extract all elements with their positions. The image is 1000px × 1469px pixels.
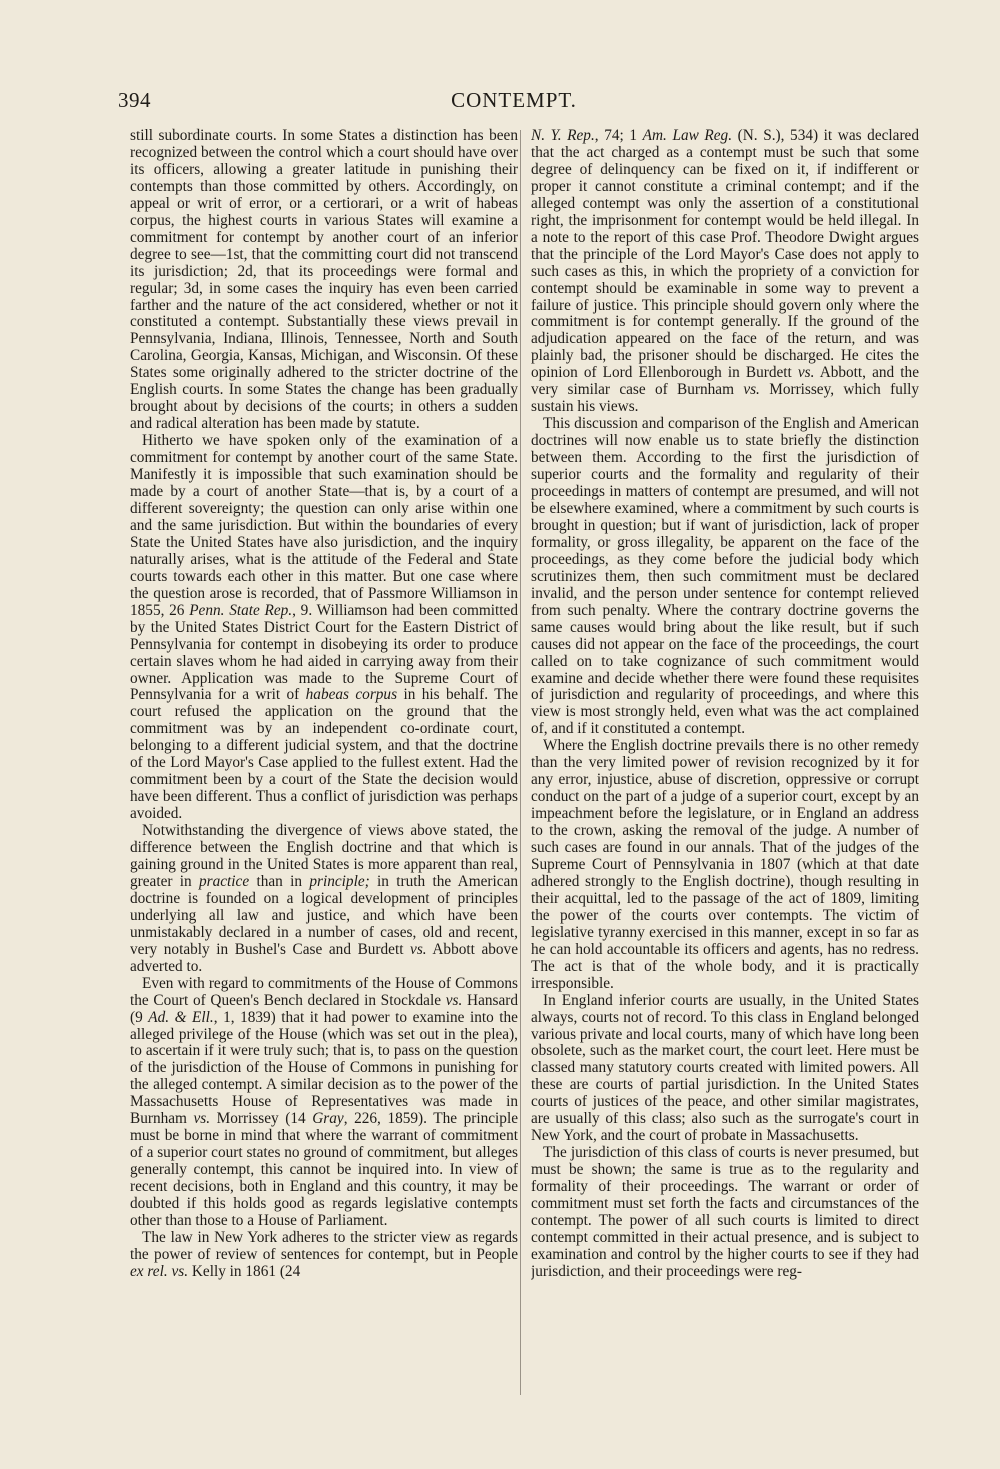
text-run: Abbott, and the very similar case of Burnham — [531, 364, 919, 399]
italic-text: N. Y. Rep. — [531, 128, 595, 144]
column-rule — [520, 130, 521, 1395]
italic-text: vs. — [445, 991, 463, 1009]
running-head — [118, 88, 910, 118]
text-run: Abbott above adverted to. — [130, 940, 518, 975]
paragraph — [130, 128, 518, 433]
paragraph — [531, 993, 919, 1146]
paragraph — [130, 976, 518, 1230]
italic-text: vs. — [410, 940, 427, 958]
text-run: in truth the American doctrine is founded on a logical development of principles underlying all law and justice, and which have been unmistakably declared in a number of cases, old and recent, very notably in Bushel's Case and Burdett — [130, 872, 518, 958]
paragraph — [130, 433, 518, 823]
text-run: , 74; 1 — [594, 128, 643, 144]
italic-text: Gray — [312, 1110, 344, 1128]
right-column — [531, 128, 919, 1400]
italic-text: Penn. State Rep. — [189, 601, 293, 619]
italic-text: vs. — [743, 381, 760, 399]
text-run: Morrissey (14 — [210, 1110, 313, 1128]
text-run: Notwithstanding the divergence of views above stated, the difference between the English doctrine and that which is gaining ground in the United States is more apparent than real, greater in — [130, 822, 518, 890]
text-run: still subordinate courts. In some States a distinction has been recognized between the control which a court should have over its officers, allowing a greater latitude in punishing their contempts than those committed by others. Accordingly, on appeal or writ of error, or a certiorari, or a writ of habeas corpus, the highest courts in various States will examine a commitment for contempt by another court of an inferior degree to see—1st, that the committing court did not transcend its jurisdiction; 2d, that its proceedings were formal and regular; 3d, in some cases the inquiry has even been carried farther and the nature of the act considered, whether or not it constituted a contempt. Substantially these views prevail in Pennsylvania, Indiana, Illinois, Tennessee, North and South Carolina, Georgia, Kansas, Michigan, and Wisconsin. Of these States some originally adhered to the stricter doctrine of the English courts. In some States the change has been gradually brought about by decisions of the courts; in others a sudden and radical alteration has been made by statute. — [130, 128, 518, 433]
paragraph — [130, 1230, 518, 1281]
text-run: Morrissey, which fully sustain his views. — [531, 381, 919, 416]
italic-text: principle; — [309, 872, 370, 890]
left-column — [130, 128, 518, 1400]
italic-text: vs. — [193, 1110, 211, 1128]
text-run: in his behalf. The court refused the application on the ground that the commitment was by an independent co-ordinate court, belonging to a different judicial system, and that the doctrine of the Lord Mayor's Case applied to the fullest extent. Had the commitment been by a court of the State the decision would have been different. Thus a conflict of jurisdiction was perhaps avoided. — [130, 686, 518, 823]
text-run: Hansard (9 — [130, 991, 518, 1026]
text-run: This discussion and comparison of the English and American doctrines will now enable us to state briefly the distinction between them. According to the first the jurisdiction of superior courts and the formality and regularity of their proceedings in matters of contempt are presumed, and will not be elsewhere examined, where a commitment by such courts is brought in question; but if want of jurisdiction, lack of proper formality, or gross illegality, be apparent on the face of the proceedings, as they come before the judicial body which scrutinizes them, then such commitment must be declared invalid, and the person under sentence for contempt relieved from such penalty. Where the contrary doctrine governs the same causes would bring about the like result, but if such causes did not appear on the face of the proceedings, the court called on to take cognizance of such commitment would examine and decide whether there were found these requisites of jurisdiction and regularity of proceedings, and where this view is most strongly held, even what was the act complained of, and if it constituted a contempt. — [531, 415, 919, 738]
page-number: 394 — [118, 88, 151, 112]
running-title: CONTEMPT. — [451, 88, 577, 112]
paragraph — [531, 128, 919, 416]
text-run: Kelly in 1861 (24 — [188, 1262, 301, 1280]
text-run: Even with regard to commitments of the House of Commons the Court of Queen's Bench declared in Stockdale — [130, 974, 518, 1009]
text-run: than in — [249, 872, 310, 890]
paragraph — [531, 1145, 919, 1281]
text-run: Hitherto we have spoken only of the examination of a commitment for contempt by another court of the same State. Manifestly it is impossible that such examination should be made by a court of another State—that is, by a court of a different sovereignty; the question can only arise within one and the same jurisdiction. But within the boundaries of every State the United States have also jurisdiction, and the inquiry naturally arises, what is the attitude of the Federal and State courts towards each other in this matter. But one case where the question arose is recorded, that of Passmore Williamson in 1855, 26 — [130, 432, 518, 619]
text-run: (N. S.), 534) it was declared that the act charged as a contempt must be such that some degree of delinquency can be fixed on it, if indifferent or proper it cannot constitute a criminal contempt; and if the alleged contempt was only the assertion of a constitutional right, the imprisonment for contempt would be held illegal. In a note to the report of this case Prof. Theodore Dwight argues that the principle of the Lord Mayor's Case does not apply to such cases as this, in which the propriety of a conviction for contempt should be examinable in some way to prevent a failure of justice. This principle should govern only where the commitment is for contempt generally. If the ground of the adjudication appeared on the face of the return, and was plainly bad, the prisoner should be discharged. He cites the opinion of Lord Ellenborough in Burdett — [531, 128, 919, 382]
text-run: , 226, 1859). The principle must be borne in mind that where the warrant of commitment of a superior court states no ground of commitment, but alleges generally contempt, this cannot be inquired into. In view of recent decisions, both in England and this country, it may be doubted if this holds good as regards legislative contempts other than those to a House of Parliament. — [130, 1110, 518, 1229]
text-run: , 9. Williamson had been committed by the United States District Court for the Eastern District of Pennsylvania for contempt in disobeying its order to produce certain slaves whom he had aided in carrying away from their owner. Application was made to the Supreme Court of Pennsylvania for a writ of — [130, 601, 518, 704]
paragraph — [130, 823, 518, 976]
text-run: , 1, 1839) that it had power to examine into the alleged privilege of the House (which was set out in the plea), to ascertain if it were truly such; that is, to pass on the question of the jurisdiction of the House of Commons in punishing for the alleged contempt. A similar decision as to the power of the Massachusetts House of Representatives was made in Burnham — [130, 1008, 518, 1128]
text-run: The law in New York adheres to the stricter view as regards the power of review of sentences for contempt, but in People — [130, 1228, 518, 1263]
text-run: The jurisdiction of this class of courts is never presumed, but must be shown; the same is true as to the regularity and formality of their proceedings. The warrant or order of commitment must set forth the facts and circumstances of the contempt. The power of all such courts is limited to direct contempt committed in their actual presence, and is subject to examination and control by the higher courts to see if they had jurisdiction, and their proceedings were reg- — [531, 1144, 919, 1280]
paragraph — [531, 416, 919, 738]
italic-text: habeas corpus — [305, 686, 398, 704]
text-run: In England inferior courts are usually, in the United States always, courts not of record. To this class in England belonged various private and local courts, many of which have long been obsolete, such as the market court, the court leet. Here must be classed many statutory courts created with limited powers. All these are courts of partial jurisdiction. In the United States courts of justices of the peace, and other similar magistrates, are usually of this class; also such as the surrogate's court in New York, and the court of probate in Massachusetts. — [531, 991, 919, 1145]
text-run: Where the English doctrine prevails there is no other remedy than the very limited power of revision recognized by it for any error, injustice, abuse of discretion, oppressive or corrupt conduct on the part of a judge of a superior court, except by an impeachment before the legislature, or in England an address to the crown, asking the removal of the judge. A number of such cases are found in our annals. That of the judges of the Supreme Court of Pennsylvania in 1807 (which at that date adhered strongly to the English doctrine), though resulting in their acquittal, led to the passage of the act of 1809, limiting the power of the courts over contempts. The victim of legislative tyranny exercised in this manner, except in so far as he can hold accountable its officers and agents, has no redress. The act is that of the whole body, and it is practically irresponsible. — [531, 737, 919, 992]
paragraph — [531, 738, 919, 992]
italic-text: ex rel. vs. — [130, 1262, 189, 1280]
italic-text: Ad. & Ell. — [148, 1008, 214, 1026]
italic-text: Am. Law Reg. — [642, 128, 733, 144]
italic-text: practice — [199, 872, 250, 890]
italic-text: vs. — [797, 364, 815, 382]
